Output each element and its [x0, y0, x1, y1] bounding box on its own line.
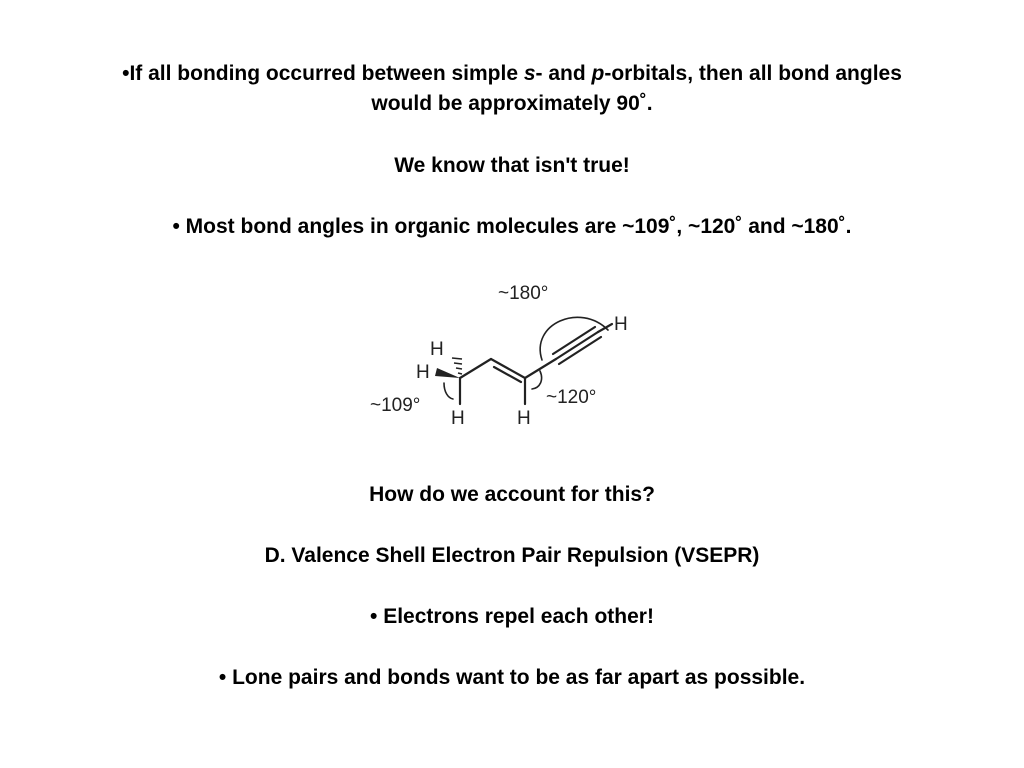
intro-line-2: would be approximately 90˚. [371, 92, 653, 115]
bond-c1-c2 [460, 359, 491, 378]
atom-h-terminal: H [614, 314, 628, 335]
atom-h-top: H [430, 339, 444, 360]
hashed-bond-c1-h [452, 358, 462, 374]
angle-label-180: ~180° [498, 283, 549, 304]
atom-h-left: H [416, 362, 430, 383]
wedge-bond-c1-h [435, 368, 460, 378]
bullet-electrons-repel: • Electrons repel each other! [370, 605, 654, 628]
claim-text: We know that isn't true! [394, 154, 630, 177]
atom-h-c3-bottom: H [517, 408, 531, 429]
section-heading: D. Valence Shell Electron Pair Repulsion (VSEPR) [264, 544, 760, 567]
intro-line-1 [0, 60, 1024, 88]
angle-arc-109 [444, 383, 453, 399]
angle-label-109: ~109° [370, 395, 421, 416]
question-text: How do we account for this? [369, 483, 655, 506]
intro-bullet-text: •If all bonding occurred between simple [122, 62, 524, 85]
intro-mid-text: - and [535, 62, 592, 85]
bond-angles-bullet: • Most bond angles in organic molecules are ~109˚, ~120˚ and ~180˚. [172, 215, 852, 238]
triple-bond-upper [553, 327, 595, 354]
bond-c3-c4 [525, 359, 556, 378]
bullet-far-apart: • Lone pairs and bonds want to be as far apart as possible. [218, 666, 806, 689]
molecule-diagram [360, 272, 660, 432]
intro-tail-text: -orbitals, then all bond angles [604, 62, 902, 85]
triple-bond-center [556, 332, 598, 359]
intro-p-orbital: p [591, 62, 605, 85]
atom-h-c1-bottom: H [451, 408, 465, 429]
intro-s-orbital: s [523, 62, 536, 85]
angle-label-120: ~120° [546, 387, 597, 408]
triple-bond-lower [559, 337, 601, 364]
